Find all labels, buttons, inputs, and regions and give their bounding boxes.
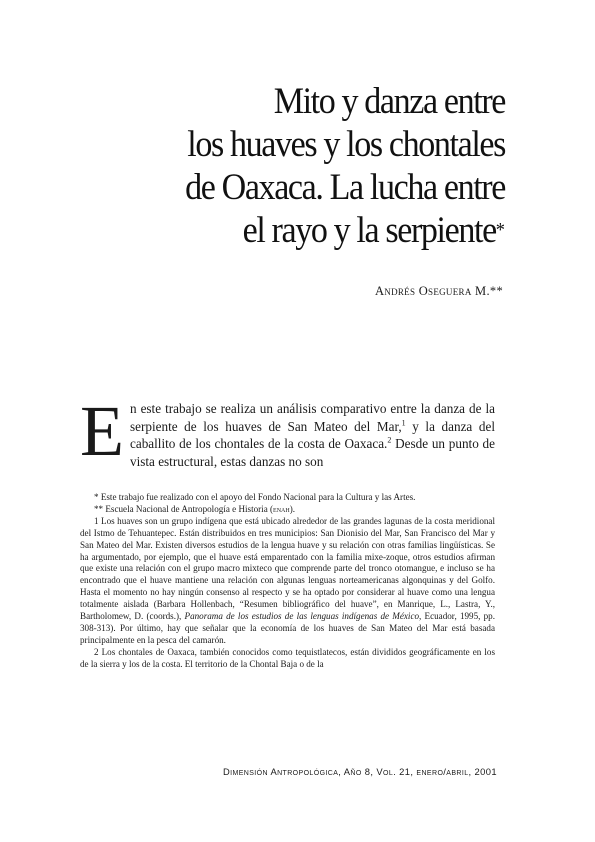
author-name: Andrés Oseguera M.** bbox=[374, 284, 503, 298]
drop-cap: E bbox=[80, 391, 124, 471]
title-line-4-text: el rayo y la serpiente bbox=[242, 210, 496, 251]
body-text-part-3: Desde un punto de vista estructural, estas danzas no son bbox=[129, 436, 495, 469]
footnote-star-2-text: ** Escuela Nacional de Antropología e Historia ( bbox=[94, 503, 274, 514]
body-text-part-1: n este trabajo se realiza un análisis comparativo entre la danza de la serpiente de los huaves de San Mateo del Mar, bbox=[129, 401, 495, 434]
article-title bbox=[100, 80, 505, 252]
footnote-star-2-abbrev: enah bbox=[273, 503, 290, 514]
title-line-3: de Oaxaca. La lucha entre bbox=[185, 167, 505, 208]
footnote-1-text-b: Ecuador, 1995, pp. 308-313). Por último, hay que señalar que la economía de los huaves de San Mateo del Mar está basada principalmente en la pesca del camarón. bbox=[80, 611, 495, 645]
footnote-1-text-a: 1 Los huaves son un grupo indígena que está ubicado alrededor de las grandes lagunas de la costa meridional del Istmo de Tehuantepec. Están distribuidos en tres municipios: San Dionisio del Mar, San Francisco del Mar y San Mateo del Mar. Existen diversos estudios de la lengua huave y su relación con otras familias lingüísticas. Se ha argumentado, por ejemplo, que el huave está emparentado con la familia mixe-zoque, otros estudios afirman que existe una relación con el grupo macro mixteco que comprende parte del tronco otomangue, e incluso se ha encontrado que el huave mantiene una relación con algunas lenguas norteamericanas algonquinas y del Golfo. Hasta el momento no hay ningún consenso al respecto y se ha optado por considerar al huave como una lengua totalmente aislada (Barbara Hollenbach, “Resumen bibliográfico del huave”, en Manrique, L., Lastra, Y., Bartholomew, D. (coords.), bbox=[80, 515, 495, 622]
footnote-ref-2: 2 bbox=[387, 435, 392, 445]
title-line-1: Mito y danza entre bbox=[273, 81, 505, 122]
title-line-2: los huaves y los chontales bbox=[187, 124, 506, 165]
running-footer: Dimensión Antropológica, Año 8, Vol. 21, enero/abril, 2001 bbox=[222, 766, 497, 777]
footnote-star-2 bbox=[80, 504, 495, 516]
footnote-1-italic: Panorama de los estudios de las lenguas indígenas de México, bbox=[184, 611, 422, 622]
footnote-star-1: * Este trabajo fue realizado con el apoyo del Fondo Nacional para la Cultura y las Artes. bbox=[94, 492, 416, 502]
footnotes bbox=[80, 492, 495, 671]
body-text-part-2: y la danza del caballito de los chontales de la costa de Oaxaca. bbox=[129, 418, 495, 452]
footnote-ref-1: 1 bbox=[401, 418, 406, 428]
footnote-star-2-close: ). bbox=[289, 503, 296, 514]
body-paragraph bbox=[80, 391, 495, 471]
footnote-1 bbox=[80, 516, 495, 647]
title-line-4 bbox=[100, 209, 505, 252]
title-footnote-marker: * bbox=[495, 219, 505, 241]
footnote-2: 2 Los chontales de Oaxaca, también conocidos como tequistlatecos, están divididos geográficamente en los de la sierra y los de la costa. El territorio de la Chontal Baja o de la bbox=[80, 646, 495, 669]
